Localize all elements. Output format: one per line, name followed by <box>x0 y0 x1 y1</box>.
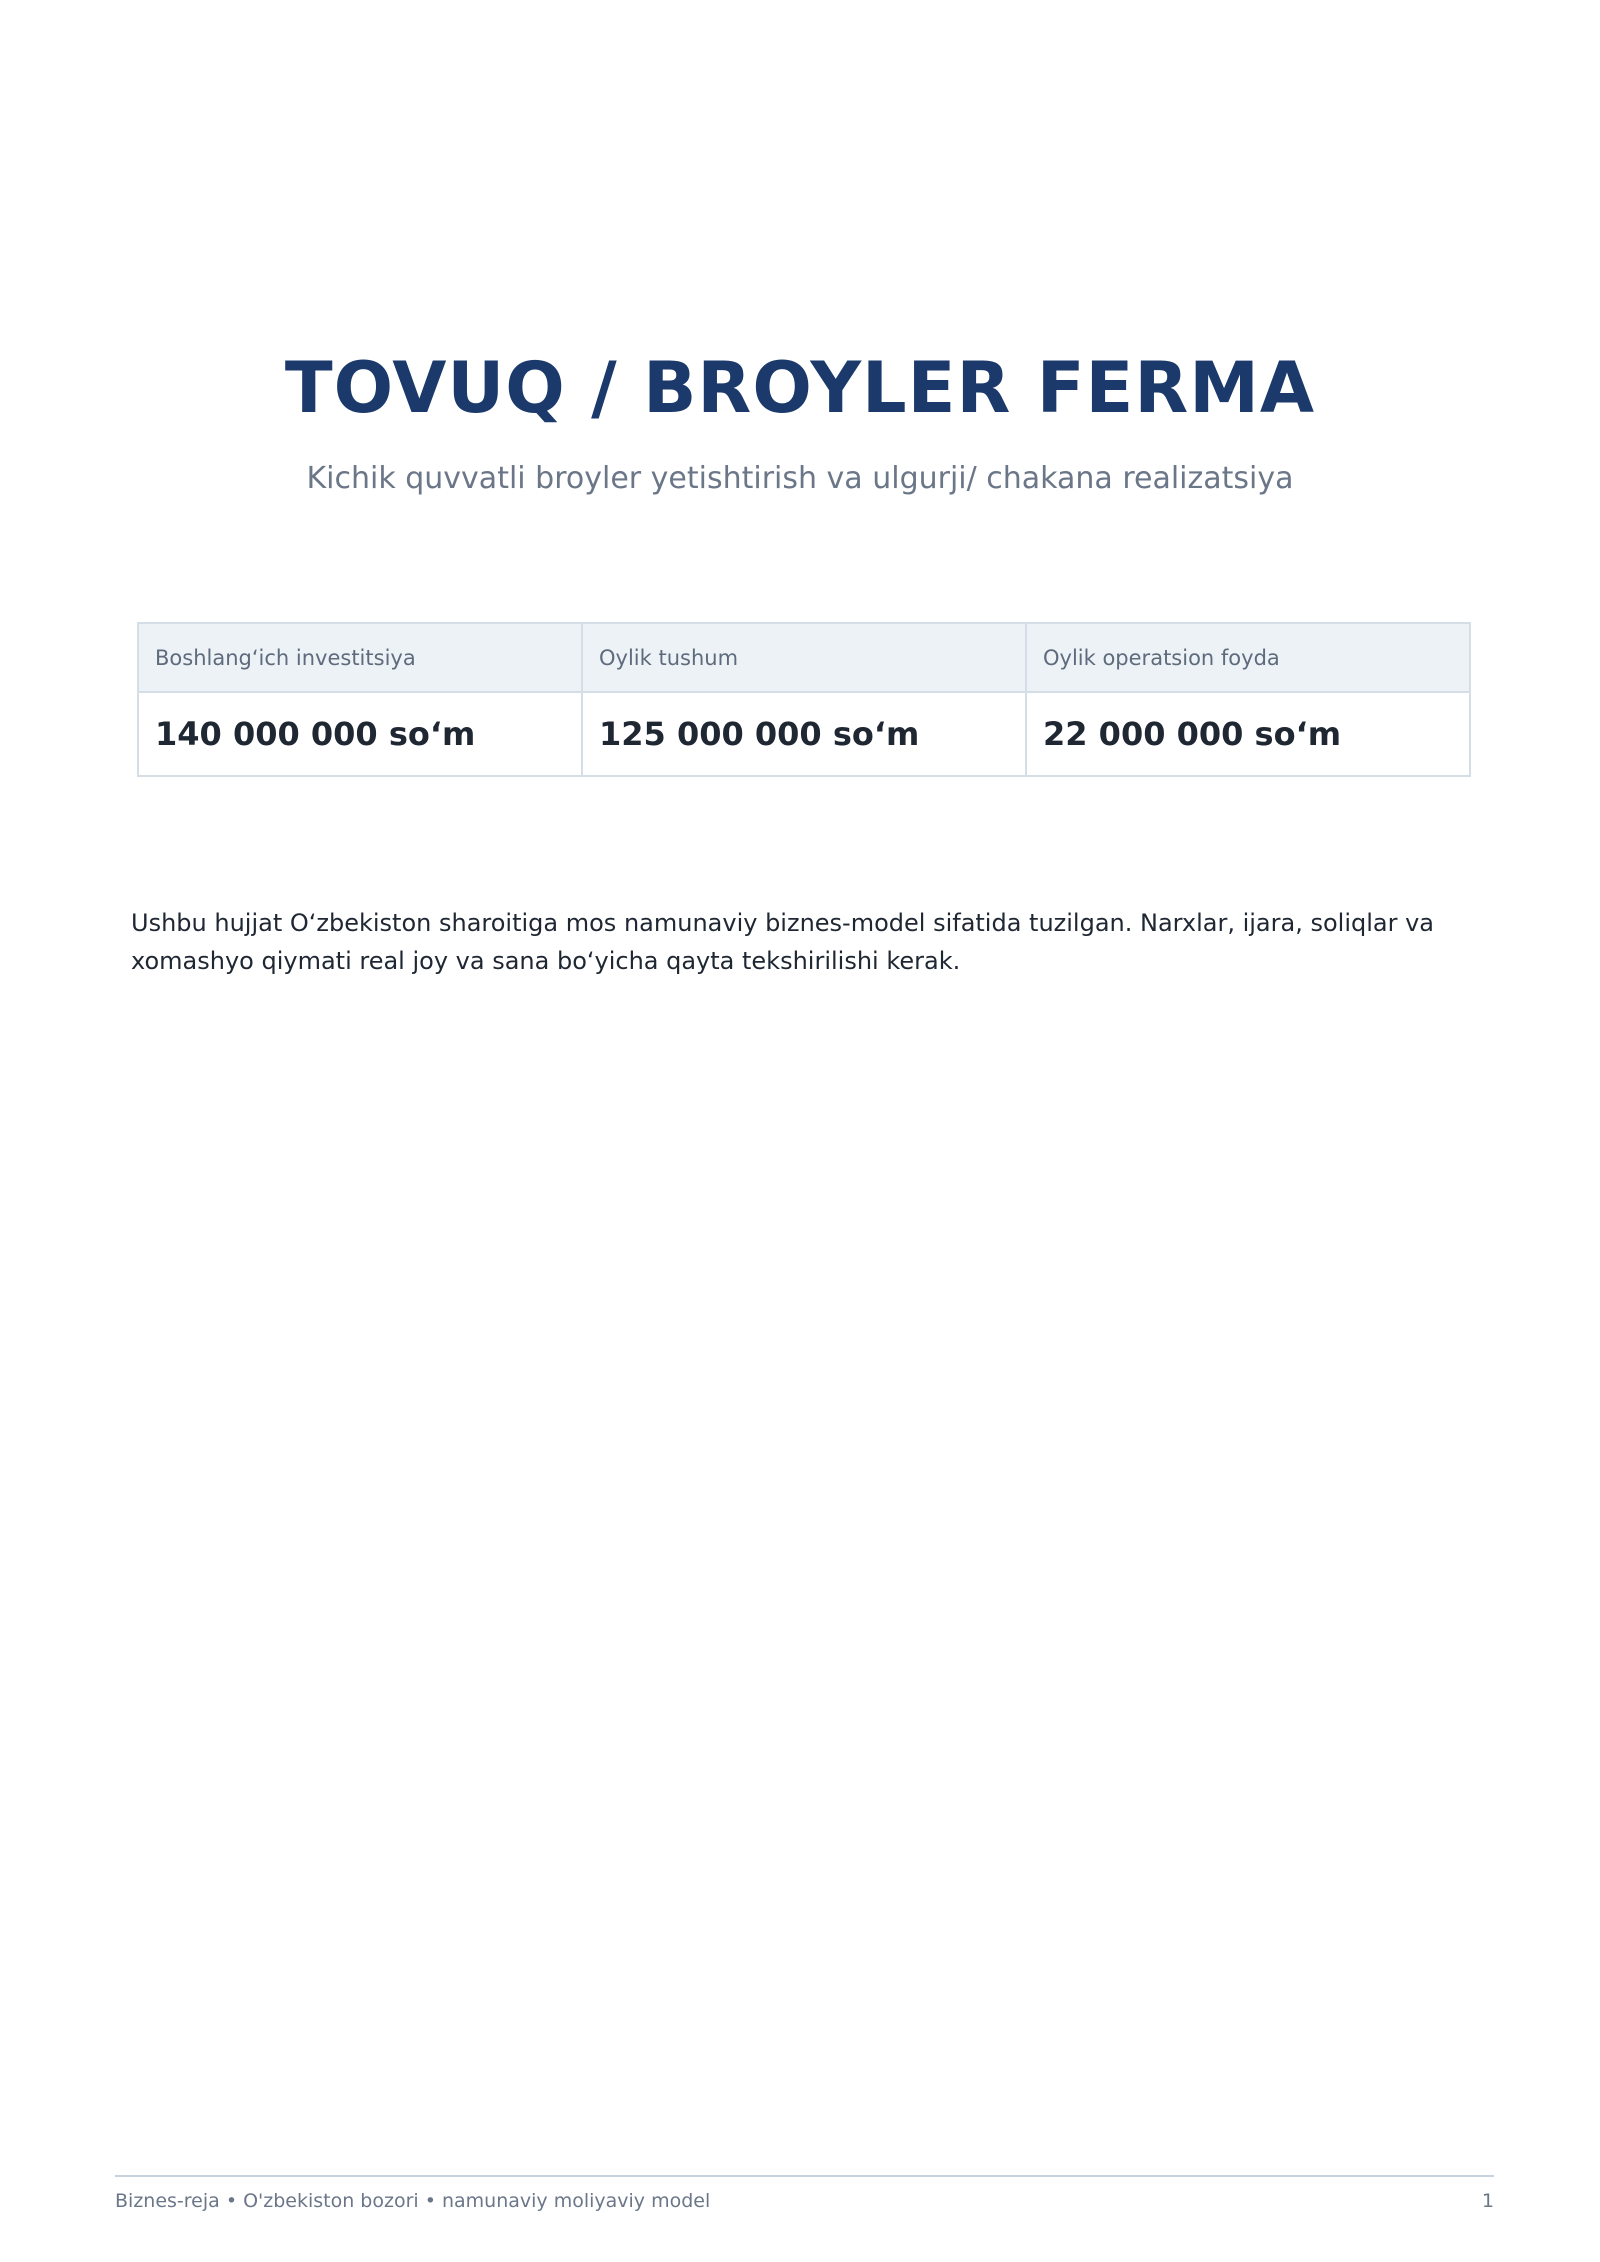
kpi-label-revenue: Oylik tushum <box>582 623 1026 692</box>
kpi-value-profit: 22 000 000 so‘m <box>1026 692 1470 776</box>
kpi-label-investment: Boshlang‘ich investitsiya <box>138 623 582 692</box>
footer-caption: Biznes-reja • O'zbekiston bozori • namunaviy moliyaviy model <box>115 2190 711 2212</box>
document-subtitle: Kichik quvvatli broyler yetishtirish va ulgurji/ chakana realizatsiya <box>306 461 1294 496</box>
kpi-label-row <box>138 623 1470 692</box>
document-title: TOVUQ / BROYLER FERMA <box>284 347 1316 429</box>
kpi-value-revenue: 125 000 000 so‘m <box>582 692 1026 776</box>
kpi-summary-table <box>137 622 1471 777</box>
kpi-value-investment: 140 000 000 so‘m <box>138 692 582 776</box>
page-number: 1 <box>1481 2190 1494 2212</box>
disclaimer-paragraph: Ushbu hujjat O‘zbekiston sharoitiga mos namunaviy biznes-model sifatida tuzilgan. Narxlar, ijara, soliqlar va xomashyo qiymati real joy va sana bo‘yicha qayta tekshirilishi kerak. <box>131 909 1435 975</box>
footer-divider <box>115 2175 1494 2177</box>
kpi-value-row <box>138 692 1470 776</box>
kpi-label-profit: Oylik operatsion foyda <box>1026 623 1470 692</box>
